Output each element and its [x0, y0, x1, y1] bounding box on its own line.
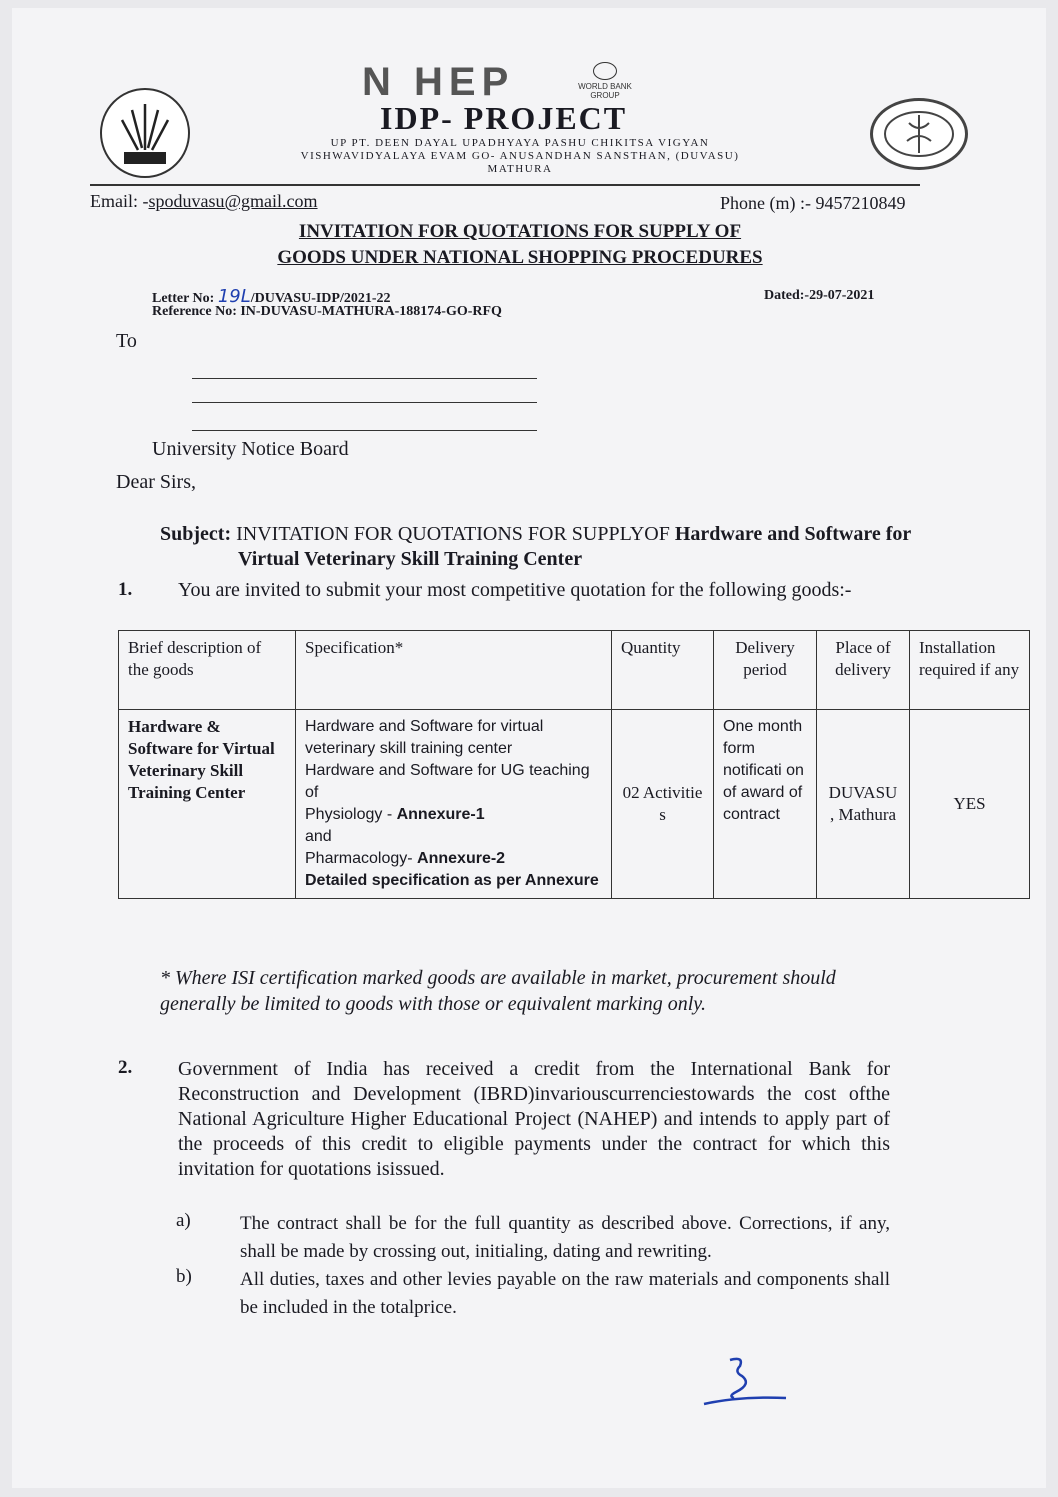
row-delivery: One month form notificati on of award of contract: [714, 710, 817, 899]
row-installation: YES: [910, 710, 1030, 899]
phone-line: Phone (m) :- 9457210849: [720, 193, 906, 213]
address-line-1: [192, 378, 537, 379]
salutation: Dear Sirs,: [116, 471, 196, 493]
globe-icon: [593, 62, 617, 80]
university-line3: MATHURA: [487, 163, 553, 175]
header-quantity: Quantity: [612, 631, 714, 710]
spec-line4: and: [305, 828, 332, 845]
clause-a-label: a): [176, 1210, 191, 1231]
isi-footnote: * Where ISI certification marked goods are available in market, procurement should generally be limited to goods with those or equivalent marking only.: [160, 967, 836, 1015]
document-title: [240, 219, 800, 271]
handwritten-signature: [700, 1352, 790, 1412]
university-name: [220, 137, 820, 176]
row-quantity: 02 Activitie s: [612, 710, 714, 899]
email-label: Email: -: [90, 191, 149, 211]
notice-board: University Notice Board: [152, 438, 349, 460]
row-place: DUVASU , Mathura: [817, 710, 910, 899]
row-specification: [296, 710, 612, 899]
goods-table: [118, 630, 1030, 899]
address-line-3: [192, 430, 537, 431]
table-row: [119, 710, 1030, 899]
duvasu-seal: [870, 98, 968, 170]
handwritten-number: 19L: [217, 286, 251, 307]
table-header-row: [119, 631, 1030, 710]
clause-a-text: The contract shall be for the full quantity as described above. Corrections, if any, shall be made by crossing out, initialing, dating and rewriting.: [240, 1213, 890, 1262]
spec-line3-plain: Physiology -: [305, 806, 397, 823]
para1-number: 1.: [118, 579, 133, 600]
university-line1: UP PT. DEEN DAYAL UPADHYAYA PASHU CHIKITSA VIGYAN: [330, 137, 710, 149]
world-bank-logo: [570, 62, 640, 100]
clause-b-text: All duties, taxes and other levies payable on the raw materials and components shall be included in the totalprice.: [240, 1269, 890, 1318]
clause-b-label: b): [176, 1266, 192, 1287]
title-line1: INVITATION FOR QUOTATIONS FOR SUPPLY OF: [298, 221, 742, 242]
world-bank-text: WORLD BANK GROUP: [578, 82, 632, 100]
header-specification: Specification*: [296, 631, 612, 710]
subject-bold1: Hardware and Software for: [674, 523, 912, 545]
reference-number: Reference No: IN-DUVASU-MATHURA-188174-GO-RFQ: [152, 304, 502, 319]
letter-label: Letter No:: [152, 291, 215, 306]
project-title: IDP- PROJECT: [380, 100, 628, 136]
to-label: To: [116, 330, 137, 352]
row-description: Hardware & Software for Virtual Veterinary Skill Training Center: [119, 710, 296, 899]
header-delivery: Delivery period: [714, 631, 817, 710]
nahep-logo: N HEP: [362, 60, 515, 104]
spec-line5-bold: Annexure-2: [417, 850, 506, 867]
email-link[interactable]: spoduvasu@gmail.com: [148, 191, 318, 211]
para1-text: You are invited to submit your most competitive quotation for the following goods:-: [178, 579, 852, 601]
subject-line: [160, 522, 990, 572]
university-line2: VISHWAVIDYALAYA EVAM GO- ANUSANDHAN SANSTHAN, (DUVASU): [300, 150, 740, 162]
subject-bold2: Virtual Veterinary Skill Training Center: [238, 548, 583, 570]
subject-label: Subject:: [160, 523, 232, 545]
spec-line3: [305, 804, 602, 826]
letter-rest: /DUVASU-IDP/2021-22: [250, 291, 391, 306]
email-line: [90, 191, 318, 212]
spec-line6: Detailed specification as per Annexure: [305, 872, 599, 889]
address-line-2: [192, 402, 537, 403]
para2-text: Government of India has received a credit from the International Bank for Reconstruction and Development (IBRD)invariouscurrenciestowards the cost ofthe National Agriculture Higher Educational Project (NAHEP) and intends to apply part of the proceeds of this credit to eligible payments under the contract for which this invitation for quotations isissued.: [178, 1058, 890, 1180]
spec-line5-plain: Pharmacology-: [305, 850, 418, 867]
spec-line2: Hardware and Software for UG teaching of: [305, 762, 590, 801]
header-description: Brief description of the goods: [119, 631, 296, 710]
subject-text: INVITATION FOR QUOTATIONS FOR SUPPLYOF: [231, 523, 675, 545]
spec-line3-bold: Annexure-1: [396, 806, 485, 823]
spec-line5: [305, 848, 602, 870]
header-divider: [90, 184, 920, 186]
icar-logo: [100, 88, 190, 178]
title-line2: GOODS UNDER NATIONAL SHOPPING PROCEDURES: [277, 247, 763, 268]
header-installation: Installation required if any: [910, 631, 1030, 710]
date: Dated:-29-07-2021: [764, 288, 875, 303]
header-place: Place of delivery: [817, 631, 910, 710]
para2-number: 2.: [118, 1057, 133, 1078]
spec-line1: Hardware and Software for virtual veterinary skill training center: [305, 718, 544, 757]
